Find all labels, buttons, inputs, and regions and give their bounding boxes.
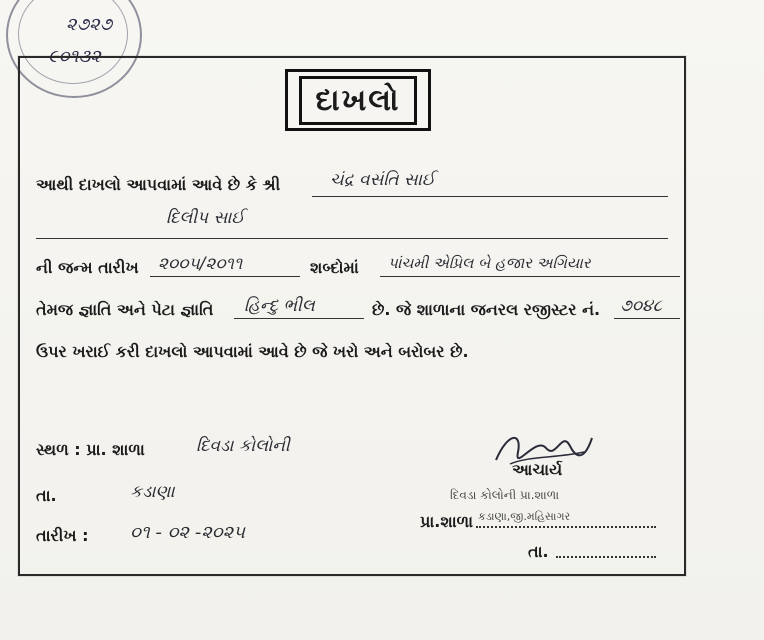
caste-label: તેમજ જ્ઞાતિ અને પેટા જ્ઞાતિ (36, 300, 214, 319)
seal-number-top: ૨૭૨૭ (66, 14, 113, 35)
school-stamp-text: દિવડા કોલોની પ્રા.શાળા (450, 488, 560, 502)
register-underline (614, 318, 680, 319)
seal-number-bottom: ૯૦૧૩૨ (48, 46, 101, 67)
taluka-label: તા. (36, 486, 57, 505)
principal-taluka-dotted-line (556, 556, 656, 558)
title-outer-box (285, 69, 431, 131)
certificate-title: દાખલો (299, 76, 418, 125)
student-name: ચંદ્ર વસંતિ સાઈ (330, 170, 435, 190)
place-value: દિવડા કોલોની (196, 436, 290, 456)
date-value: ૦૧ - ૦૨ -૨૦૨૫ (130, 522, 246, 543)
student-name-underline (312, 196, 668, 197)
register-label: છે. જે શાળાના જનરલ રજીસ્ટર નં. (372, 300, 601, 319)
school-dotted-line (476, 526, 656, 528)
principal-label: આચાર્ય (512, 460, 563, 479)
father-surname: દિલીપ સાઈ (166, 208, 245, 228)
dob-value: ૨૦૦૫/૨૦૧૧ (158, 254, 243, 274)
dob-underline (150, 276, 300, 277)
date-label: તારીખ : (36, 526, 89, 545)
dob-words-underline (380, 276, 680, 277)
verification-text: ઉપર ખરાઈ કરી દાખલો આપવામાં આવે છે જે ખરો અને બરોબર છે. (36, 342, 469, 361)
school-location: કડાણા,જી.મહિસાગર (478, 510, 571, 523)
dob-in-words: પાંચમી એપ્રિલ બે હજાર અગિયાર (388, 254, 591, 272)
caste-value: હિન્દુ ભીલ (244, 296, 315, 316)
school-label: પ્રા.શાળા (420, 512, 474, 531)
dob-label: ની જન્મ તારીખ (36, 258, 139, 277)
place-label: સ્થળ : પ્રા. શાળા (36, 440, 145, 459)
intro-text: આથી દાખલો આપવામાં આવે છે કે શ્રી (36, 175, 281, 194)
register-number: ૭૦૪૮ (620, 296, 662, 316)
caste-underline (234, 318, 364, 319)
in-words-label: શબ્દોમાં (310, 258, 359, 277)
name-line-2-underline (36, 238, 668, 239)
principal-taluka-label: તા. (528, 542, 549, 561)
taluka-value: કડાણા (130, 482, 175, 502)
